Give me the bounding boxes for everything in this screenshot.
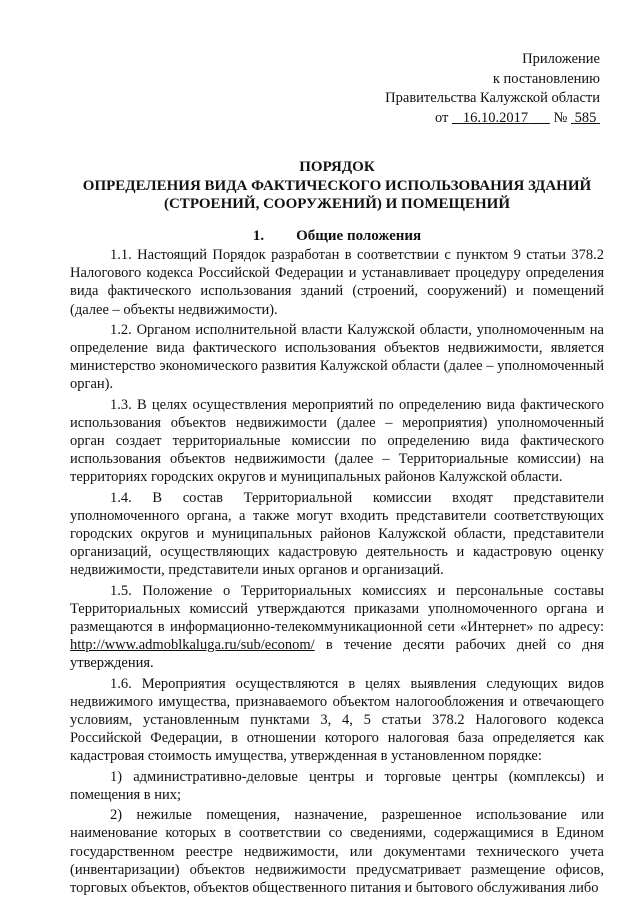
- econom-url-link[interactable]: http://www.admoblkaluga.ru/sub/econom/: [70, 637, 315, 654]
- number-prefix: №: [553, 109, 568, 126]
- section-number: 1.: [252, 228, 265, 244]
- list-item-2: 2) нежилые помещения, назначение, разрешенное использование или наименование которых в соответствии со сведениями, содержащимися в Едином государственном реестре недвижимости, или документами технического учета (инвентаризации) объектов недвижимости предусматривает размещение офисов, торговых объектов, объектов общественного питания и бытового обслуживания либо: [70, 807, 604, 896]
- appendix-line-3: Правительства Калужской области: [385, 90, 600, 106]
- decree-date: 16.10.2017: [462, 109, 529, 126]
- paragraph-1-5-text: 1.5. Положение о Территориальных комиссиях и персональные составы Территориальных комиссий утверждаются приказами уполномоченного органа и размещаются в информационно-телекоммуникационной сети «Интернет» по адресу:: [70, 582, 604, 636]
- appendix-block: [300, 50, 600, 128]
- date-prefix: от: [435, 109, 449, 126]
- title-line-1: ПОРЯДОК: [299, 159, 375, 175]
- paragraph-1-5-tail: в течение десяти рабочих дней со дня утверждения.: [70, 637, 604, 672]
- list-item-1: 1) административно-деловые центры и торговые центры (комплексы) и помещения в них;: [70, 768, 604, 803]
- paragraph-1-1: 1.1. Настоящий Порядок разработан в соответствии с пунктом 9 статьи 378.2 Налогового кодекса Российской Федерации и устанавливает процедуру определения вида фактического использования зданий (строений, сооружений) и помещений (далее – объекты недвижимости).: [70, 247, 604, 318]
- paragraph-1-4: 1.4. В состав Территориальной комиссии входят представители уполномоченного органа, а также могут входить представители соответствующих городских округов и муниципальных районов Калужской области, представители организаций, осуществляющих кадастровую деятельность и кадастровую оценку недвижимости, представители иных органов и организаций.: [70, 489, 604, 579]
- decree-number: 585: [574, 109, 597, 126]
- paragraph-1-2: 1.2. Органом исполнительной власти Калужской области, уполномоченным на определение вида фактического использования объектов недвижимости, является министерство экономического развития Калужской области (далее – уполномоченный орган).: [70, 321, 604, 393]
- document-body: [70, 246, 604, 899]
- title-line-2: ОПРЕДЕЛЕНИЯ ВИДА ФАКТИЧЕСКОГО ИСПОЛЬЗОВАНИЯ ЗДАНИЙ: [82, 177, 592, 194]
- appendix-line-2: к постановлению: [492, 70, 600, 87]
- appendix-line-1: Приложение: [522, 51, 600, 67]
- title-line-3: (СТРОЕНИЙ, СООРУЖЕНИЙ) И ПОМЕЩЕНИЙ: [163, 196, 511, 212]
- appendix-date-line: [300, 109, 600, 129]
- paragraph-1-5: [70, 582, 604, 673]
- section-heading: [70, 227, 604, 245]
- paragraph-1-3: 1.3. В целях осуществления мероприятий по определению вида фактического использования объектов недвижимости (далее – мероприятия) уполномоченный орган создает территориальные комиссии по определению вида фактического использования объектов недвижимости (далее – Территориальные комиссии) на территориях городских округов и муниципальных районов Калужской области.: [70, 396, 604, 486]
- section-title: Общие положения: [296, 228, 422, 244]
- document-title: [70, 158, 604, 214]
- paragraph-1-6: 1.6. Мероприятия осуществляются в целях выявления следующих видов недвижимого имущества, признаваемого объектом налогообложения и отвечающего условиям, установленным пунктами 3, 4, 5 статьи 378.2 Налогового кодекса Российской Федерации, в отношении которого налоговая база определяется как кадастровая стоимость имущества, утвержденная в установленном порядке:: [70, 675, 604, 765]
